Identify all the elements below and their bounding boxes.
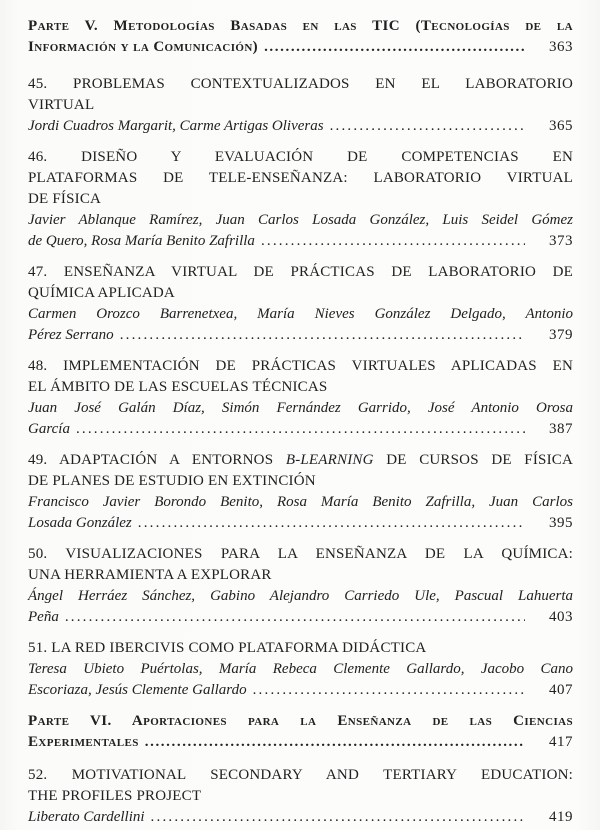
part-heading-vi bbox=[28, 711, 573, 753]
entry-title-line: EL ÁMBITO DE LAS ESCUELAS TÉCNICAS bbox=[28, 379, 328, 395]
dot-leader bbox=[120, 325, 525, 346]
entry-title-line: 45. PROBLEMAS CONTEXTUALIZADOS EN EL LABORATORIO bbox=[28, 76, 573, 92]
entry-author-leader-row bbox=[28, 231, 573, 252]
entry-authors: Jordi Cuadros Margarit, Carme Artigas Oliveras bbox=[28, 118, 324, 134]
entry-author-leader-row bbox=[28, 513, 573, 534]
dot-leader bbox=[261, 231, 525, 252]
page-number: 417 bbox=[549, 734, 573, 750]
dot-leader bbox=[65, 607, 525, 628]
entry-authors: Liberato Cardellini bbox=[28, 809, 145, 825]
toc-entry-47 bbox=[28, 262, 573, 346]
toc-entry-51 bbox=[28, 638, 573, 701]
entry-title-line: 51. LA RED IBERCIVIS COMO PLATAFORMA DIDÁCTICA bbox=[28, 640, 427, 656]
dot-leader bbox=[138, 513, 525, 534]
entry-authors-line: Javier Ablanque Ramírez, Juan Carlos Losada González, Luis Seidel Gómez bbox=[28, 212, 573, 228]
dot-leader bbox=[145, 732, 525, 753]
entry-authors-line: Carmen Orozco Barrenetxea, María Nieves González Delgado, Antonio bbox=[28, 306, 573, 322]
entry-authors: Escoriaza, Jesús Clemente Gallardo bbox=[28, 682, 247, 698]
entry-title-line: 52. MOTIVATIONAL SECONDARY AND TERTIARY EDUCATION: bbox=[28, 767, 573, 783]
entry-title-line: 48. IMPLEMENTACIÓN DE PRÁCTICAS VIRTUALES APLICADAS EN bbox=[28, 358, 573, 374]
entry-authors: Peña bbox=[28, 609, 59, 625]
part-heading-v bbox=[28, 16, 573, 58]
entry-author-leader-row bbox=[28, 419, 573, 440]
part-heading-line: Información y la Comunicación) bbox=[28, 39, 259, 55]
page-number: 363 bbox=[549, 39, 573, 55]
entry-authors: Losada González bbox=[28, 515, 132, 531]
entry-title-line: DE PLANES DE ESTUDIO EN EXTINCIÓN bbox=[28, 473, 316, 489]
page-number: 407 bbox=[549, 682, 573, 698]
entry-author-leader-row bbox=[28, 680, 573, 701]
toc-entry-45 bbox=[28, 74, 573, 137]
dot-leader bbox=[253, 680, 525, 701]
part-heading-line: Experimentales bbox=[28, 734, 139, 750]
entry-authors: Pérez Serrano bbox=[28, 327, 114, 343]
entry-author-leader-row bbox=[28, 325, 573, 346]
toc-entry-46 bbox=[28, 147, 573, 252]
entry-title-line: QUÍMICA APLICADA bbox=[28, 285, 175, 301]
dot-leader bbox=[330, 116, 525, 137]
entry-author-leader-row bbox=[28, 607, 573, 628]
entry-authors-line: Teresa Ubieto Puértolas, María Rebeca Clemente Gallardo, Jacobo Cano bbox=[28, 661, 573, 677]
part-heading-leader-row bbox=[28, 37, 573, 58]
dot-leader bbox=[264, 37, 525, 58]
entry-title-line: 46. DISEÑO Y EVALUACIÓN DE COMPETENCIAS EN bbox=[28, 149, 573, 165]
toc-entry-49 bbox=[28, 450, 573, 534]
entry-author-leader-row bbox=[28, 116, 573, 137]
page-number: 419 bbox=[549, 809, 573, 825]
entry-title-line: 47. ENSEÑANZA VIRTUAL DE PRÁCTICAS DE LABORATORIO DE bbox=[28, 264, 573, 280]
entry-title-line: THE PROFILES PROJECT bbox=[28, 788, 202, 804]
entry-title-line: UNA HERRAMIENTA A EXPLORAR bbox=[28, 567, 272, 583]
dot-leader bbox=[76, 419, 525, 440]
page-number: 365 bbox=[549, 118, 573, 134]
dot-leader bbox=[151, 807, 525, 828]
part-heading-line: Parte V. Metodologías Basadas en las TIC (Tecnologías de la bbox=[28, 18, 573, 34]
entry-title-line: PLATAFORMAS DE TELE-ENSEÑANZA: LABORATORIO VIRTUAL bbox=[28, 170, 573, 186]
page-number: 379 bbox=[549, 327, 573, 343]
entry-authors: García bbox=[28, 421, 70, 437]
part-heading-leader-row bbox=[28, 732, 573, 753]
entry-title-line: VIRTUAL bbox=[28, 97, 95, 113]
entry-authors-line: Francisco Javier Borondo Benito, Rosa María Benito Zafrilla, Juan Carlos bbox=[28, 494, 573, 510]
entry-title-line: DE FÍSICA bbox=[28, 191, 102, 207]
entry-title-italic-fragment: B-LEARNING bbox=[285, 452, 374, 468]
page-number: 395 bbox=[549, 515, 573, 531]
entry-authors-line: Ángel Herráez Sánchez, Gabino Alejandro Carriedo Ule, Pascual Lahuerta bbox=[28, 588, 573, 604]
entry-title-line: 50. VISUALIZACIONES PARA LA ENSEÑANZA DE LA QUÍMICA: bbox=[28, 546, 573, 562]
part-heading-line: Parte VI. Aportaciones para la Enseñanza de las Ciencias bbox=[28, 713, 573, 729]
entry-title-line bbox=[28, 450, 573, 471]
entry-title-fragment: 49. ADAPTACIÓN A ENTORNOS bbox=[28, 452, 274, 468]
page-number: 387 bbox=[549, 421, 573, 437]
entry-authors: de Quero, Rosa María Benito Zafrilla bbox=[28, 233, 255, 249]
entry-title-fragment: DE CURSOS DE FÍSICA bbox=[386, 452, 574, 468]
toc-entry-50 bbox=[28, 544, 573, 628]
toc-entry-48 bbox=[28, 356, 573, 440]
page-number: 403 bbox=[549, 609, 573, 625]
entry-authors-line: Juan José Galán Díaz, Simón Fernández Garrido, José Antonio Orosa bbox=[28, 400, 573, 416]
page-number: 373 bbox=[549, 233, 573, 249]
toc-entry-52 bbox=[28, 765, 573, 828]
entry-author-leader-row bbox=[28, 807, 573, 828]
